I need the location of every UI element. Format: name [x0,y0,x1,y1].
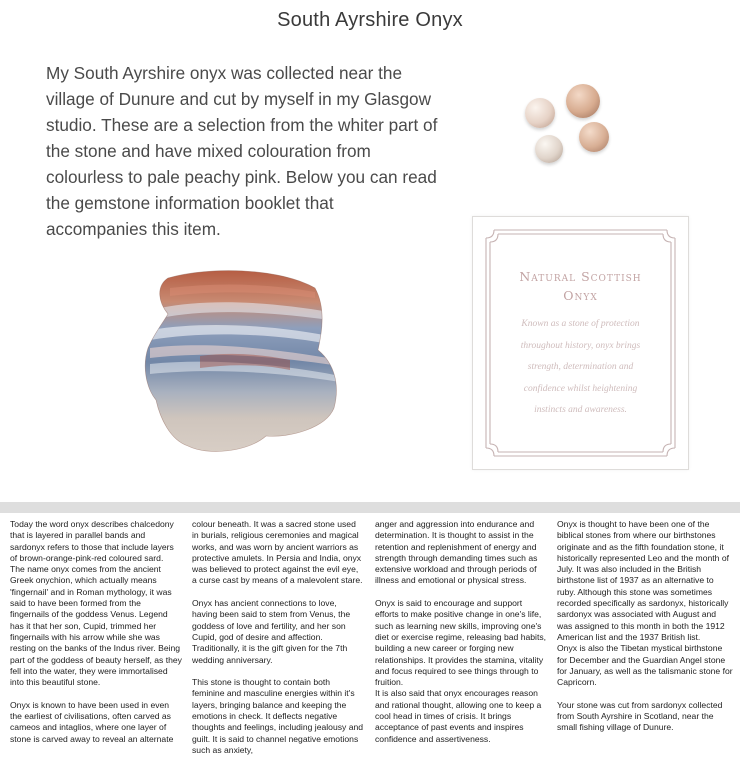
card-title [473,267,688,305]
cabochon [566,84,600,118]
card-description: Known as a stone of protection throughout history, onyx brings strength, determination and confidence whilst heightening instincts and awareness. [520,319,641,415]
intro-paragraph: My South Ayrshire onyx was collected near the village of Dunure and cut by myself in my Glasgow studio. These are a selection from the whiter part of the stone and have mixed colouration from colourless to pale peachy pink. Below you can read the gemstone information booklet that accompanies this item. [46,63,438,239]
section-divider [0,502,740,513]
booklet-paragraph: Onyx has ancient connections to love, having been said to stem from Venus, the goddess of love and fertility, and her son Cupid, god of desire and affection. Traditionally, it is the gift given for the 7th wedding anniversary. [192,598,351,665]
cabochon [525,98,555,128]
cabochon [579,122,609,152]
booklet-paragraph: colour beneath. It was a sacred stone used in burials, religious ceremonies and magical works, and was worn by ancient warriors as protective amulets. In Persia and India, onyx was believed to protect against the evil eye, a curse cast by means of a malevolent stare. [192,519,363,586]
card-title-line-1: Natural Scottish [519,269,642,284]
booklet-paragraph: Today the word onyx describes chalcedony that is layered in parallel bands and sardonyx refers to those that include layers of brown-orange-pink-red coloured sard. [10,519,174,563]
booklet-paragraph: anger and aggression into endurance and determination. It is thought to assist in the retention and replenishment of energy and strength through demanding times such as extensive workload and through periods of illness and emotional or physical stress. [375,519,538,586]
cabochon [535,135,563,163]
card-title-line-2: Onyx [563,288,598,303]
booklet-paragraph: The name onyx comes from the ancient Greek onychion, which actually means 'fingernail' and in Roman mythology, it was said to have been formed from the fingernails of the goddess Venus. Legend has it that her son, Cupid, trimmed her fingernails with his arrow while she was resting on the banks of the Indus river. Being part of the goddess of beauty herself, as they fell into the water, they were immortalised into this beautiful stone. [10,564,182,688]
booklet-paragraph: It is also said that onyx encourages reason and rational thought, allowing one to keep a cool head in times of crisis. It brings acceptance of past events and inspires confidence and assertiveness. [375,688,542,744]
booklet-paragraph: Onyx is thought to have been one of the biblical stones from where our birthstones originate and as the fifth foundation stone, it historically represented Leo and the month of July. It was also included in the British birthstone list of 1937 as an alternative to ruby. Although this stone was sometimes recorded specifically as sardonyx, historically sardonyx was associated with August and was assigned to this month in both the 1912 American list and the 1937 British list. [557,519,729,642]
onyx-slab-image [140,268,348,456]
page-title: South Ayrshire Onyx [277,9,463,31]
booklet-column-1 [10,519,182,756]
booklet-paragraph: Onyx is said to encourage and support efforts to make positive change in one's life, such as learning new skills, improving one's diet or exercise regime, releasing bad habits, building a new career or forging new relationships. It provides the stamina, vitality and focus required to see things through to fruition. [375,598,547,688]
booklet-column-4 [557,519,733,745]
booklet-column-2 [192,519,364,768]
booklet-paragraph: Onyx is known to have been used in even the earliest of civilisations, often carved as cameos and intaglios, where one layer of stone is carved away to reveal an alternate [10,699,174,744]
booklet-paragraph: Onyx is also the Tibetan mystical birthstone for December and the Guardian Angel stone for January, as well as the talismanic stone for Capricorn. [557,643,733,688]
info-card [472,216,689,470]
onyx-cabochons-image [518,80,618,172]
booklet-paragraph: Your stone was cut from sardonyx collected from South Ayrshire in Scotland, near the small fishing village of Dunure. [557,699,723,733]
booklet-column-3 [375,519,548,756]
booklet-paragraph: This stone is thought to contain both feminine and masculine energies within it's layers, bringing balance and keeping the emotions in check. It deflects negative thoughts and feelings, including jealousy and guilt. It is said to channel negative emotions such as anxiety, [192,677,364,755]
